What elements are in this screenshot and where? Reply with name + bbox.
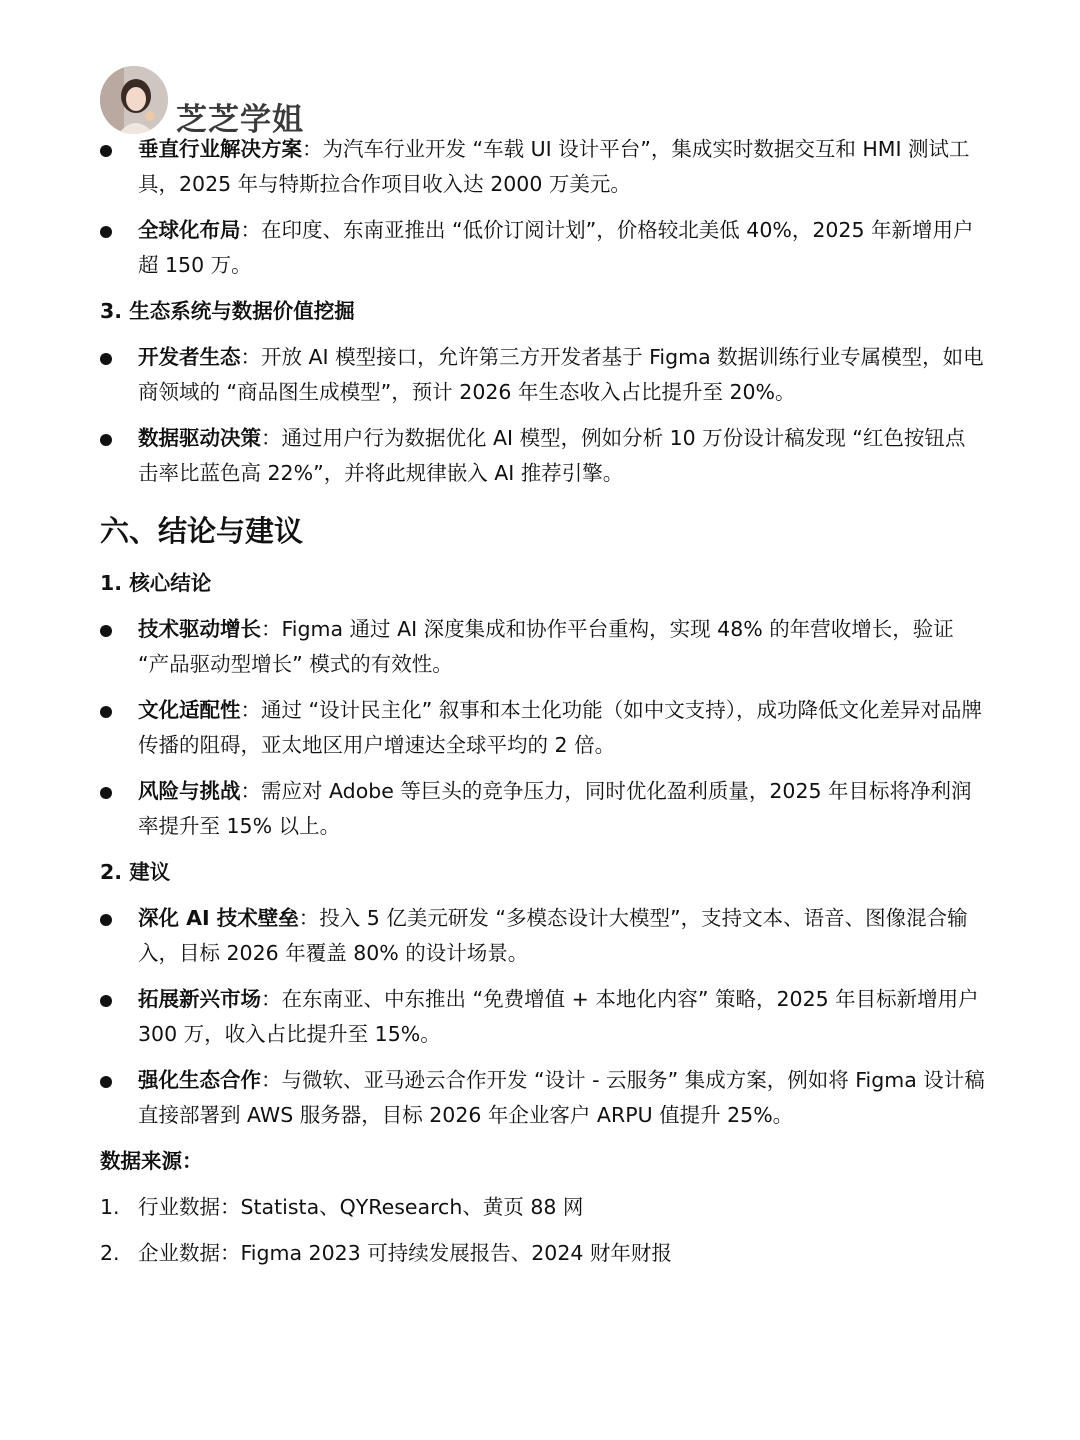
- source-text: 企业数据：Figma 2023 可持续发展报告、2024 财年财报: [138, 1241, 672, 1265]
- author-name: 芝芝学姐: [176, 102, 304, 138]
- list-item: [100, 132, 985, 202]
- document-body: [100, 132, 985, 1282]
- item-colon: ：: [261, 1068, 282, 1092]
- item-title: 开发者生态: [138, 345, 241, 369]
- list-item: [100, 612, 985, 682]
- item-colon: ：: [240, 345, 261, 369]
- source-number: 2.: [100, 1241, 120, 1265]
- list-item: [100, 213, 985, 283]
- item-title: 强化生态合作: [138, 1068, 261, 1092]
- item-title: 深化 AI 技术壁垒: [138, 906, 299, 930]
- item-title: 数据驱动决策: [138, 426, 261, 450]
- item-colon: ：: [302, 137, 323, 161]
- item-colon: ：: [240, 779, 261, 803]
- item-text: 需应对 Adobe 等巨头的竞争压力，同时优化盈利质量，2025 年目标将净利润率提升至 15% 以上。: [138, 779, 972, 838]
- item-text: 与微软、亚马逊云合作开发 “设计 - 云服务” 集成方案，例如将 Figma 设计稿直接部署到 AWS 服务器，目标 2026 年企业客户 ARPU 值提升 25%。: [138, 1068, 985, 1127]
- bullet-icon: [100, 787, 112, 799]
- item-title: 风险与挑战: [138, 779, 241, 803]
- item-text: 为汽车行业开发 “车载 UI 设计平台”，集成实时数据交互和 HMI 测试工具，2025 年与特斯拉合作项目收入达 2000 万美元。: [138, 137, 970, 196]
- source-item: [100, 1190, 985, 1225]
- item-text: 通过用户行为数据优化 AI 模型，例如分析 10 万份设计稿发现 “红色按钮点击率比蓝色高 22%”，并将此规律嵌入 AI 推荐引擎。: [138, 426, 966, 485]
- avatar: [100, 66, 168, 134]
- bullet-icon: [100, 625, 112, 637]
- item-text: Figma 通过 AI 深度集成和协作平台重构，实现 48% 的年营收增长，验证 “产品驱动型增长” 模式的有效性。: [138, 617, 954, 676]
- subheading-ecosystem: 3. 生态系统与数据价值挖掘: [100, 299, 355, 323]
- list-item: [100, 774, 985, 844]
- item-colon: ：: [298, 906, 320, 930]
- list-item: [100, 693, 985, 763]
- list-item: [100, 1063, 985, 1133]
- bullet-icon: [100, 914, 112, 926]
- list-item: [100, 340, 985, 410]
- item-text: 投入 5 亿美元研发 “多模态设计大模型”，支持文本、语音、图像混合输入，目标 2026 年覆盖 80% 的设计场景。: [138, 906, 968, 965]
- item-text: 在东南亚、中东推出 “免费增值 + 本地化内容” 策略，2025 年目标新增用户 300 万，收入占比提升至 15%。: [138, 987, 979, 1046]
- bullet-icon: [100, 706, 112, 718]
- source-number: 1.: [100, 1195, 120, 1219]
- item-colon: ：: [240, 698, 261, 722]
- bullet-icon: [100, 226, 112, 238]
- source-item: [100, 1236, 985, 1271]
- item-colon: ：: [240, 218, 261, 242]
- item-title: 垂直行业解决方案: [138, 137, 302, 161]
- section-title: 六、结论与建议: [100, 514, 304, 548]
- list-item: [100, 421, 985, 491]
- bullet-icon: [100, 353, 112, 365]
- item-title: 拓展新兴市场: [138, 987, 261, 1011]
- sources-title: 数据来源：: [100, 1149, 203, 1173]
- item-text: 开放 AI 模型接口，允许第三方开发者基于 Figma 数据训练行业专属模型，如电商领域的 “商品图生成模型”，预计 2026 年生态收入占比提升至 20%。: [138, 345, 984, 404]
- subheading-suggestions: 2. 建议: [100, 860, 171, 884]
- item-colon: ：: [261, 987, 282, 1011]
- list-item: [100, 901, 985, 971]
- item-title: 文化适配性: [138, 698, 241, 722]
- bullet-icon: [100, 1076, 112, 1088]
- bullet-icon: [100, 145, 112, 157]
- item-text: 在印度、东南亚推出 “低价订阅计划”，价格较北美低 40%，2025 年新增用户超 150 万。: [138, 218, 974, 277]
- subheading-conclusions: 1. 核心结论: [100, 571, 212, 595]
- bullet-icon: [100, 434, 112, 446]
- bullet-icon: [100, 995, 112, 1007]
- item-title: 技术驱动增长: [138, 617, 261, 641]
- item-title: 全球化布局: [138, 218, 241, 242]
- item-colon: ：: [261, 426, 282, 450]
- source-text: 行业数据：Statista、QYResearch、黄页 88 网: [138, 1195, 584, 1219]
- list-item: [100, 982, 985, 1052]
- item-text: 通过 “设计民主化” 叙事和本土化功能（如中文支持），成功降低文化差异对品牌传播的阻碍，亚太地区用户增速达全球平均的 2 倍。: [138, 698, 983, 757]
- item-colon: ：: [261, 617, 282, 641]
